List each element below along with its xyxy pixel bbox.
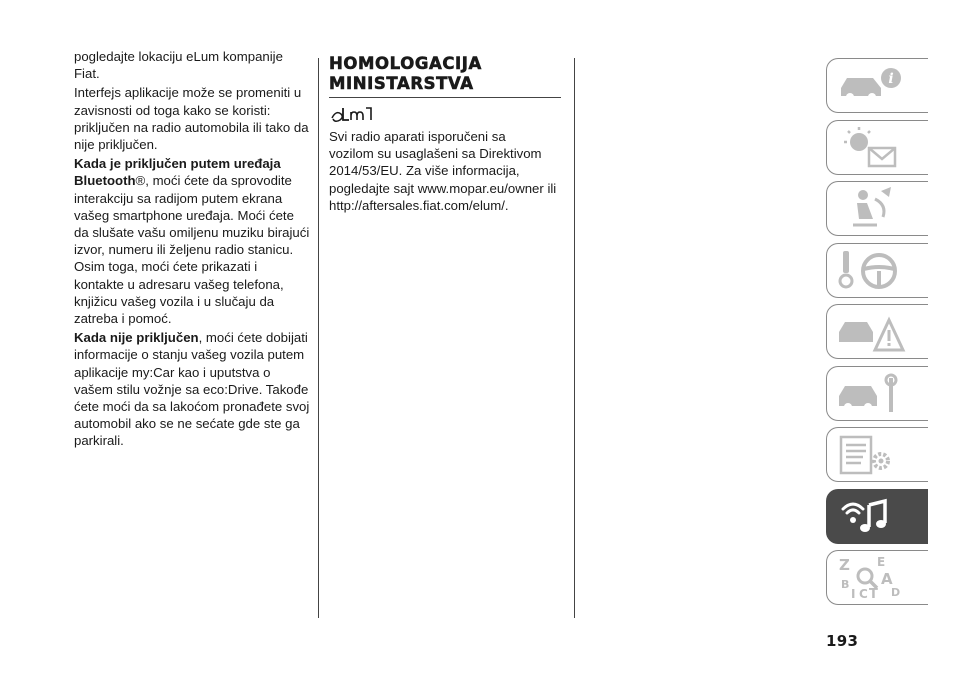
- emergency-triangle-icon: [833, 308, 913, 356]
- not-connected-text: , moći ćete dobijati informacije o stanju vašeg vozila putem aplikacije my:Car kao i uputstva o vašem stilu vožnje sa eco:Drive. Takođe ćete moći da sa lakoćom pronađete svoj automobil ako se ne sećate gde ste ga parkirali.: [74, 330, 310, 449]
- page-number: 193: [826, 632, 859, 650]
- section-heading-line1: HOMOLOGACIJA: [329, 54, 482, 73]
- steering-wheel-key-icon: [833, 247, 913, 295]
- body-line: Svi radio aparati isporučeni sa: [329, 129, 506, 144]
- seat-airbag-icon: [833, 185, 913, 233]
- svg-text:Z: Z: [839, 556, 850, 574]
- left-text-column: [74, 48, 310, 452]
- svg-text:D: D: [891, 586, 901, 599]
- homologation-text: [329, 128, 565, 214]
- tab-starting-driving[interactable]: [826, 243, 928, 298]
- heading-underline: [329, 97, 561, 98]
- body-line: vozilom su usaglašeni sa Direktivom: [329, 146, 542, 162]
- tab-technical-data[interactable]: [826, 427, 928, 482]
- svg-text:C: C: [859, 587, 868, 601]
- svg-text:E: E: [877, 555, 886, 569]
- tab-emergency[interactable]: [826, 304, 928, 359]
- car-service-tools-icon: [833, 370, 913, 418]
- alphabetical-index-icon: [833, 554, 913, 602]
- car-info-icon: [833, 62, 913, 110]
- svg-text:A: A: [881, 570, 893, 588]
- tab-car-info[interactable]: [826, 58, 928, 113]
- paragraph-not-connected: [74, 329, 310, 449]
- chapter-tabs: [826, 58, 928, 612]
- tab-safety[interactable]: [826, 181, 928, 236]
- tab-warnings[interactable]: [826, 120, 928, 175]
- paragraph-intro: pogledajte lokaciju eLum kompanije Fiat.: [74, 49, 283, 82]
- tab-index[interactable]: [826, 550, 928, 605]
- column-divider-left: [318, 58, 319, 618]
- svg-text:T: T: [869, 587, 878, 602]
- body-line: 2014/53/EU. Za više informacija,: [329, 163, 520, 179]
- not-connected-heading: Kada nije priključen: [74, 330, 199, 346]
- warning-lights-message-icon: [833, 124, 913, 172]
- tab-maintenance[interactable]: [826, 366, 928, 421]
- body-line: http://aftersales.fiat.com/elum/.: [329, 197, 509, 213]
- svg-text:I: I: [851, 587, 856, 601]
- svg-text:i: i: [888, 71, 894, 87]
- svg-text:B: B: [841, 578, 850, 591]
- paragraph-connected: [74, 155, 310, 327]
- body-line: pogledajte sajt www.mopar.eu/owner ili: [329, 180, 557, 196]
- technical-specs-gear-icon: [833, 431, 913, 479]
- tab-multimedia[interactable]: [826, 489, 928, 544]
- elum-logo-icon: [329, 104, 565, 126]
- connected-heading: Kada je priključen putem uređaja Bluetooth: [74, 156, 281, 189]
- column-divider-right: [574, 58, 575, 618]
- paragraph-interface: Interfejs aplikacije može se promeniti u zavisnosti od toga kako se koristi: priključen na radio automobila ili tako da nije priključen.: [74, 85, 309, 153]
- connected-text: ®, moći ćete da sprovodite interakciju sa radijom putem ekrana vašeg smartphone uređaja. Moći ćete da slušate vašu omiljenu muziku birajući izvor, numeru ili željenu radio stanicu. Osim toga, moći ćete prikazati i kontakte u adresaru vašeg telefona, knjižicu vašeg vozila i u slučaju da zatreba i pomoć.: [74, 173, 310, 327]
- multimedia-music-icon: [833, 493, 913, 541]
- right-text-column: [329, 54, 565, 214]
- section-heading-line2: MINISTARSTVA: [329, 74, 474, 93]
